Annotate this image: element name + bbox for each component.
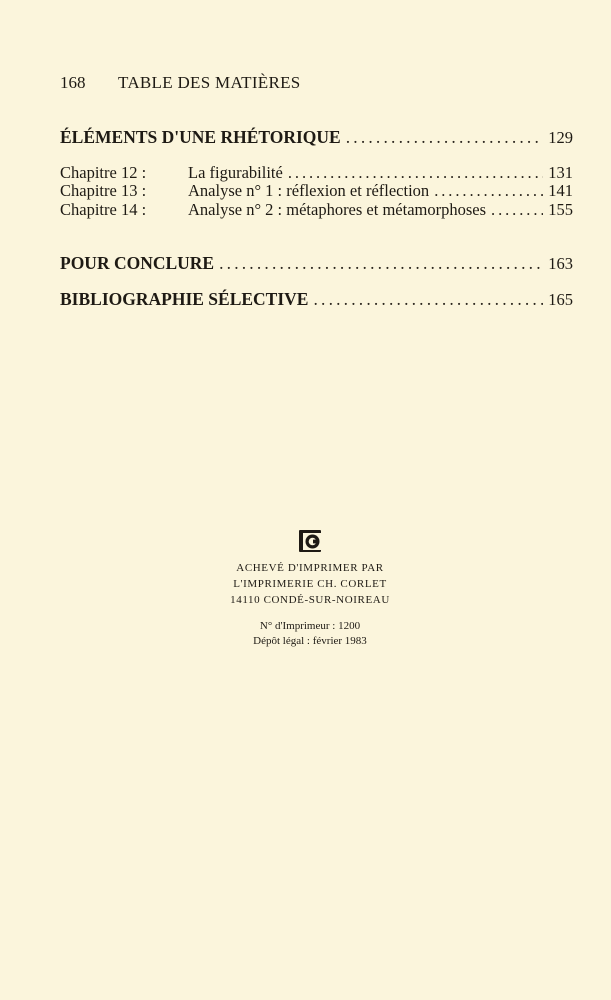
colophon	[230, 530, 390, 649]
legal-deposit: Dépôt légal : février 1983	[253, 635, 367, 647]
toc-entry-page: 163	[548, 254, 573, 273]
toc-entry-label: ÉLÉMENTS D'UNE RHÉTORIQUE	[60, 127, 341, 147]
toc-entry-chapter-13	[60, 181, 573, 201]
dot-leader	[219, 253, 543, 274]
chapter-number: Chapitre 12 :	[60, 163, 147, 182]
page-number: 168	[60, 73, 86, 92]
chapter-title: La figurabilité	[188, 163, 283, 182]
legal-info	[230, 619, 390, 649]
printer-line-1: ACHEVÉ D'IMPRIMER PAR	[236, 562, 384, 574]
chapter-title: Analyse n° 1 : réflexion et réflection	[188, 181, 430, 200]
running-header	[60, 73, 301, 93]
dot-leader	[346, 127, 544, 148]
toc-entry-rhetorique	[60, 127, 573, 148]
toc-entry-label: POUR CONCLURE	[60, 253, 215, 273]
chapter-page: 131	[548, 163, 573, 182]
chapter-page: 141	[548, 181, 573, 200]
chapter-page: 155	[548, 200, 573, 219]
toc-entry-page: 165	[548, 290, 573, 309]
printer-number: N° d'Imprimeur : 1200	[259, 620, 361, 632]
corlet-logo-icon	[299, 530, 321, 552]
dot-leader	[491, 200, 543, 220]
toc-entry-chapter-14	[60, 200, 573, 220]
printer-line-2: L'IMPRIMERIE CH. CORLET	[233, 578, 387, 590]
toc-entry-chapter-12	[60, 163, 573, 183]
toc-entry-conclure	[60, 253, 573, 274]
dot-leader	[434, 181, 543, 201]
chapter-number: Chapitre 14 :	[60, 200, 147, 219]
dot-leader	[288, 163, 543, 183]
toc-entry-label: BIBLIOGRAPHIE SÉLECTIVE	[60, 289, 309, 309]
chapter-title: Analyse n° 2 : métaphores et métamorphoses	[188, 200, 487, 219]
printer-statement	[230, 560, 390, 608]
chapter-number: Chapitre 13 :	[60, 181, 147, 200]
toc-entry-page: 129	[548, 128, 573, 147]
dot-leader	[313, 289, 543, 310]
printer-line-3: 14110 CONDÉ-SUR-NOIREAU	[230, 594, 390, 606]
running-title: TABLE DES MATIÈRES	[118, 73, 301, 92]
toc-entry-bibliographie	[60, 289, 573, 310]
